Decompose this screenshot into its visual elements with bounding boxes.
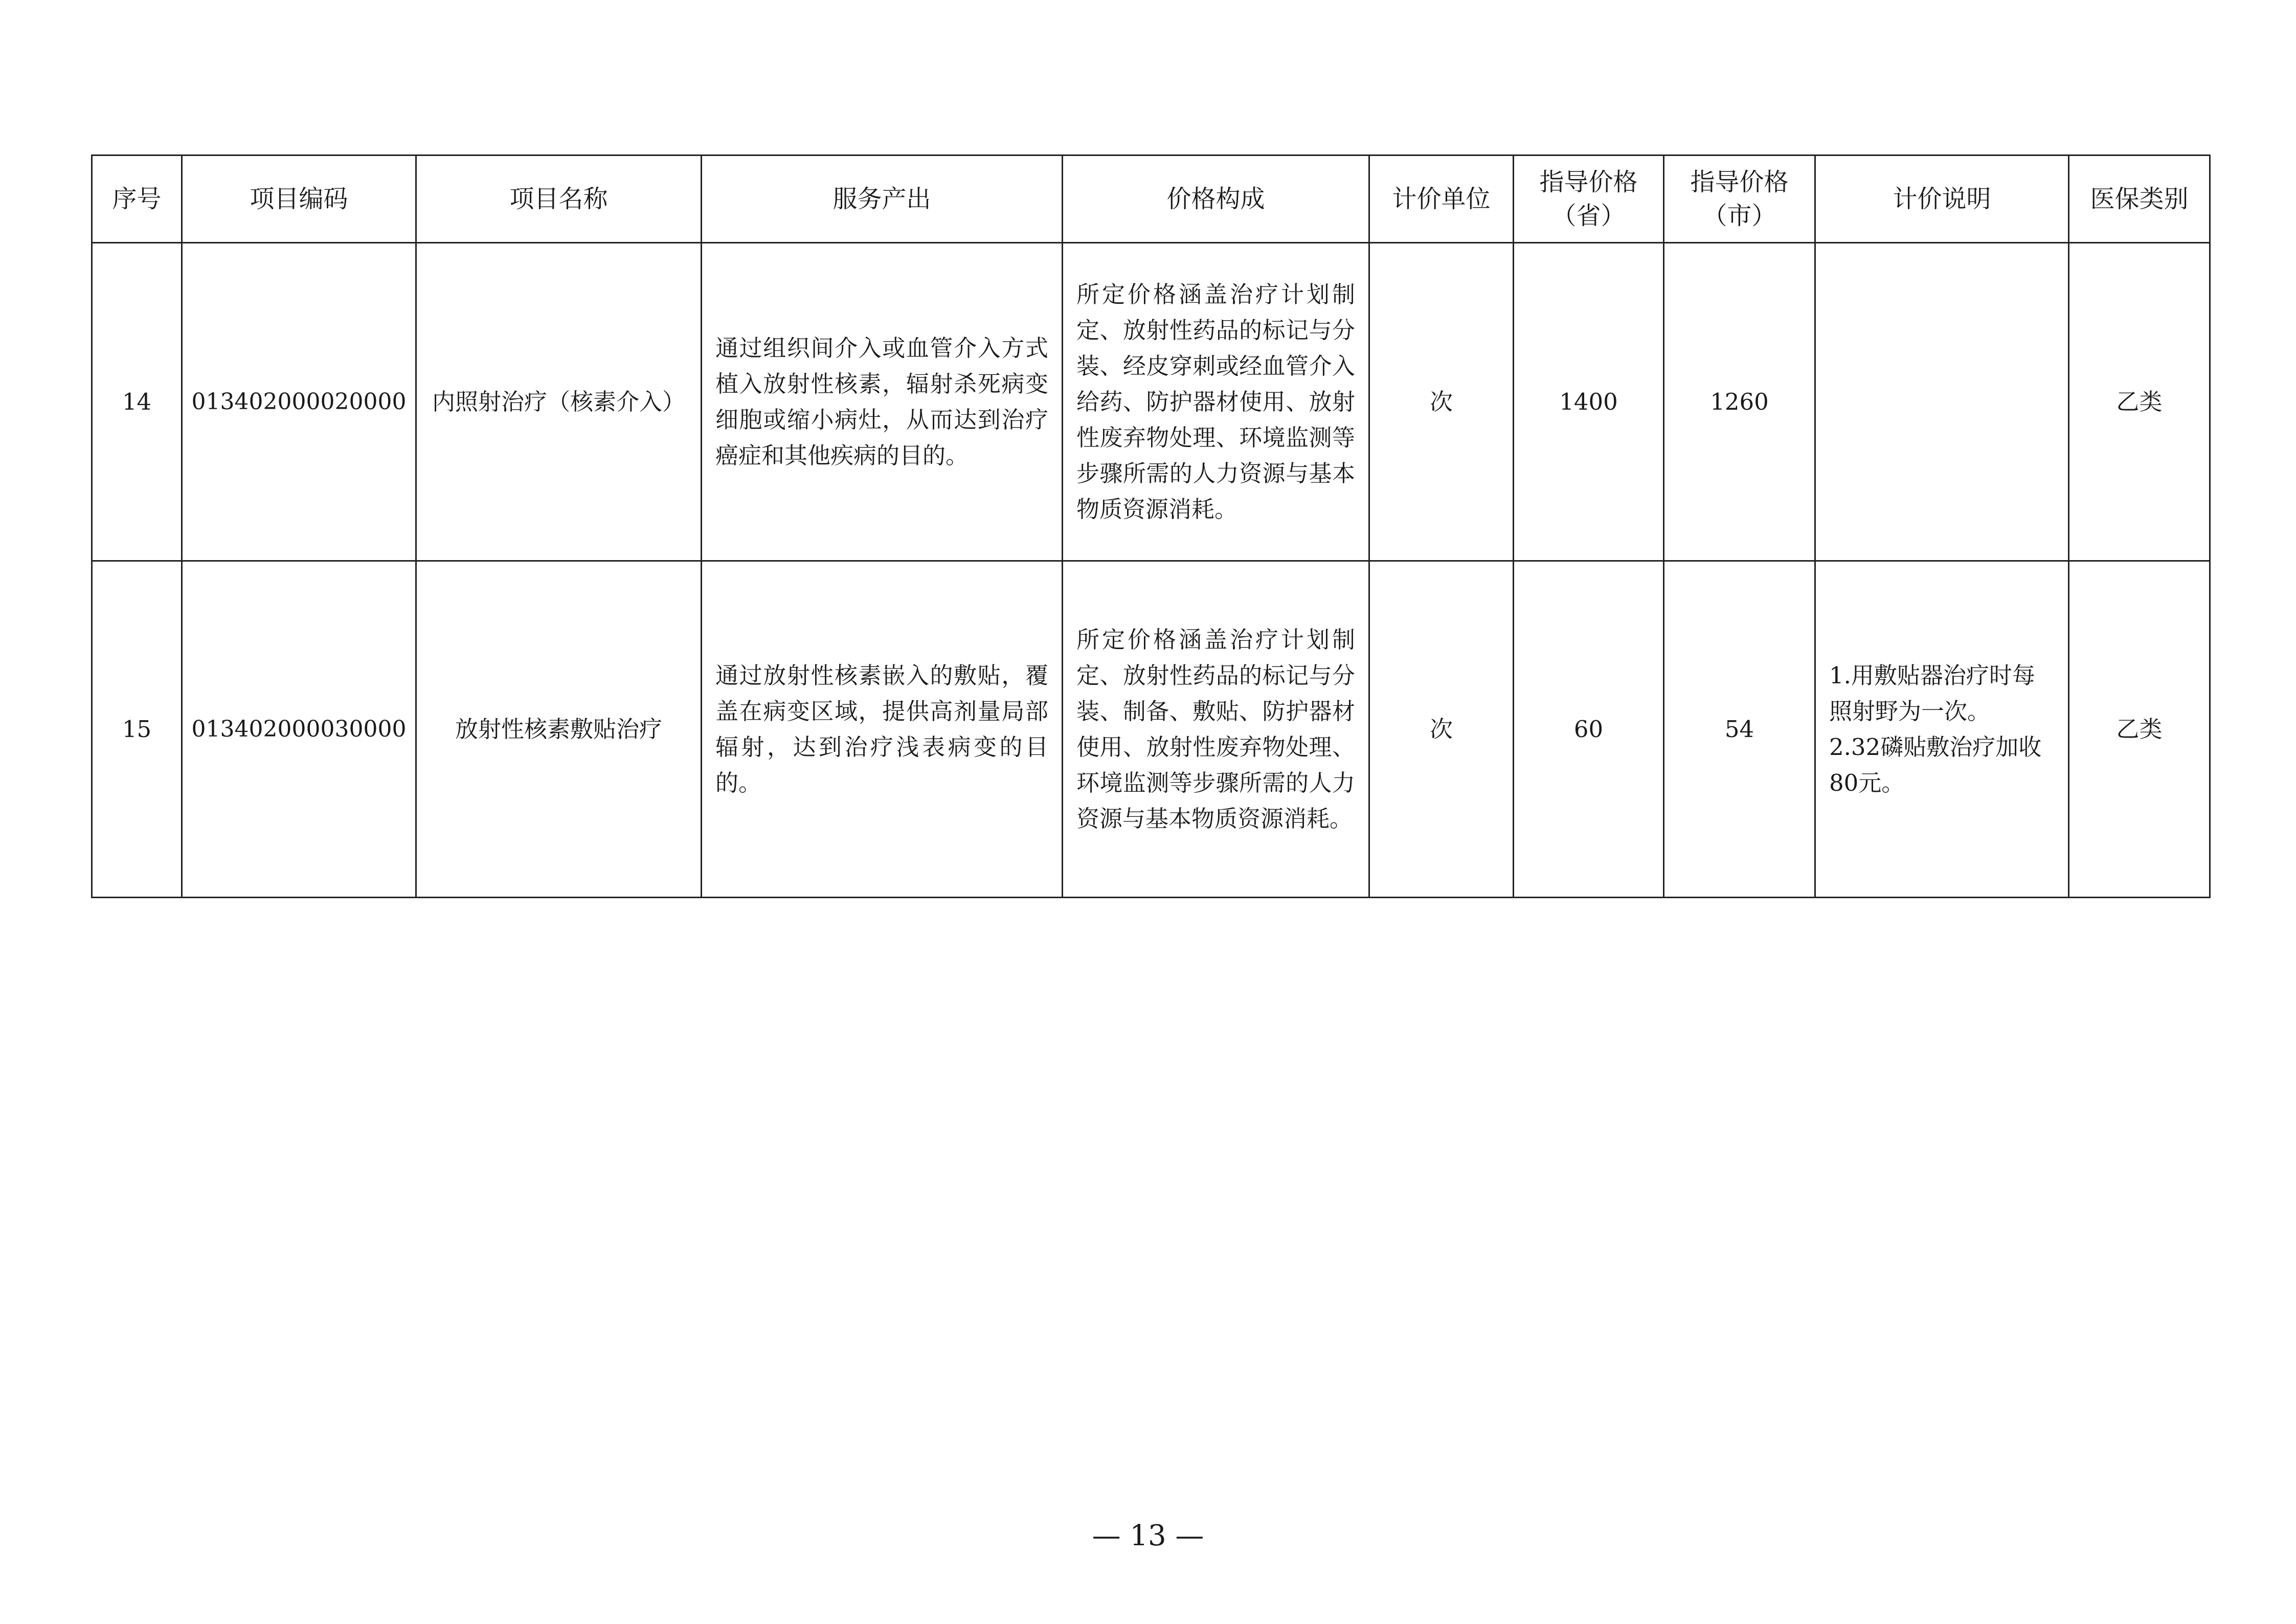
cell-composition: 所定价格涵盖治疗计划制定、放射性药品的标记与分装、制备、敷贴、防护器材使用、放射性废弃物处理、环境监测等步骤所需的人力资源与基本物质资源消耗。 — [1063, 561, 1369, 898]
header-seq: 序号 — [92, 155, 182, 243]
header-price-province-line1: 指导价格 — [1539, 168, 1638, 196]
cell-name: 放射性核素敷贴治疗 — [416, 561, 702, 898]
cell-output: 通过放射性核素嵌入的敷贴，覆盖在病变区域，提供高剂量局部辐射，达到治疗浅表病变的目的。 — [702, 561, 1063, 898]
header-note: 计价说明 — [1815, 155, 2069, 243]
header-price-city — [1664, 155, 1815, 243]
table-row — [92, 561, 2210, 898]
header-output: 服务产出 — [702, 155, 1063, 243]
cell-note-line: 2.32磷贴敷治疗加收80元。 — [1829, 733, 2042, 796]
header-unit: 计价单位 — [1369, 155, 1514, 243]
header-price-province-line2: （省） — [1551, 202, 1626, 230]
cell-composition: 所定价格涵盖治疗计划制定、放射性药品的标记与分装、经皮穿刺或经血管介入给药、防护器材使用、放射性废弃物处理、环境监测等步骤所需的人力资源与基本物质资源消耗。 — [1063, 243, 1369, 561]
cell-code: 013402000030000 — [182, 561, 416, 898]
cell-price-province: 1400 — [1514, 243, 1664, 561]
cell-unit: 次 — [1369, 561, 1514, 898]
cell-price-city: 54 — [1664, 561, 1815, 898]
cell-output: 通过组织间介入或血管介入方式植入放射性核素，辐射杀死病变细胞或缩小病灶，从而达到治疗癌症和其他疾病的目的。 — [702, 243, 1063, 561]
cell-insurance: 乙类 — [2069, 561, 2210, 898]
cell-seq: 15 — [92, 561, 182, 898]
cell-seq: 14 — [92, 243, 182, 561]
cell-name: 内照射治疗（核素介入） — [416, 243, 702, 561]
page-number: — 13 — — [1092, 1519, 1204, 1552]
header-composition: 价格构成 — [1063, 155, 1369, 243]
cell-note — [1815, 561, 2069, 898]
header-code: 项目编码 — [182, 155, 416, 243]
price-table — [91, 154, 2211, 898]
header-price-city-line2: （市） — [1702, 202, 1776, 230]
header-insurance: 医保类别 — [2069, 155, 2210, 243]
header-name: 项目名称 — [416, 155, 702, 243]
cell-note-line: 1.用敷贴器治疗时每照射野为一次。 — [1829, 661, 2035, 725]
cell-insurance: 乙类 — [2069, 243, 2210, 561]
table-header-row — [92, 155, 2210, 243]
header-price-province — [1514, 155, 1664, 243]
cell-unit: 次 — [1369, 243, 1514, 561]
table-row — [92, 243, 2210, 561]
cell-price-city: 1260 — [1664, 243, 1815, 561]
header-price-city-line1: 指导价格 — [1690, 168, 1789, 196]
cell-code: 013402000020000 — [182, 243, 416, 561]
cell-note — [1815, 243, 2069, 561]
cell-price-province: 60 — [1514, 561, 1664, 898]
